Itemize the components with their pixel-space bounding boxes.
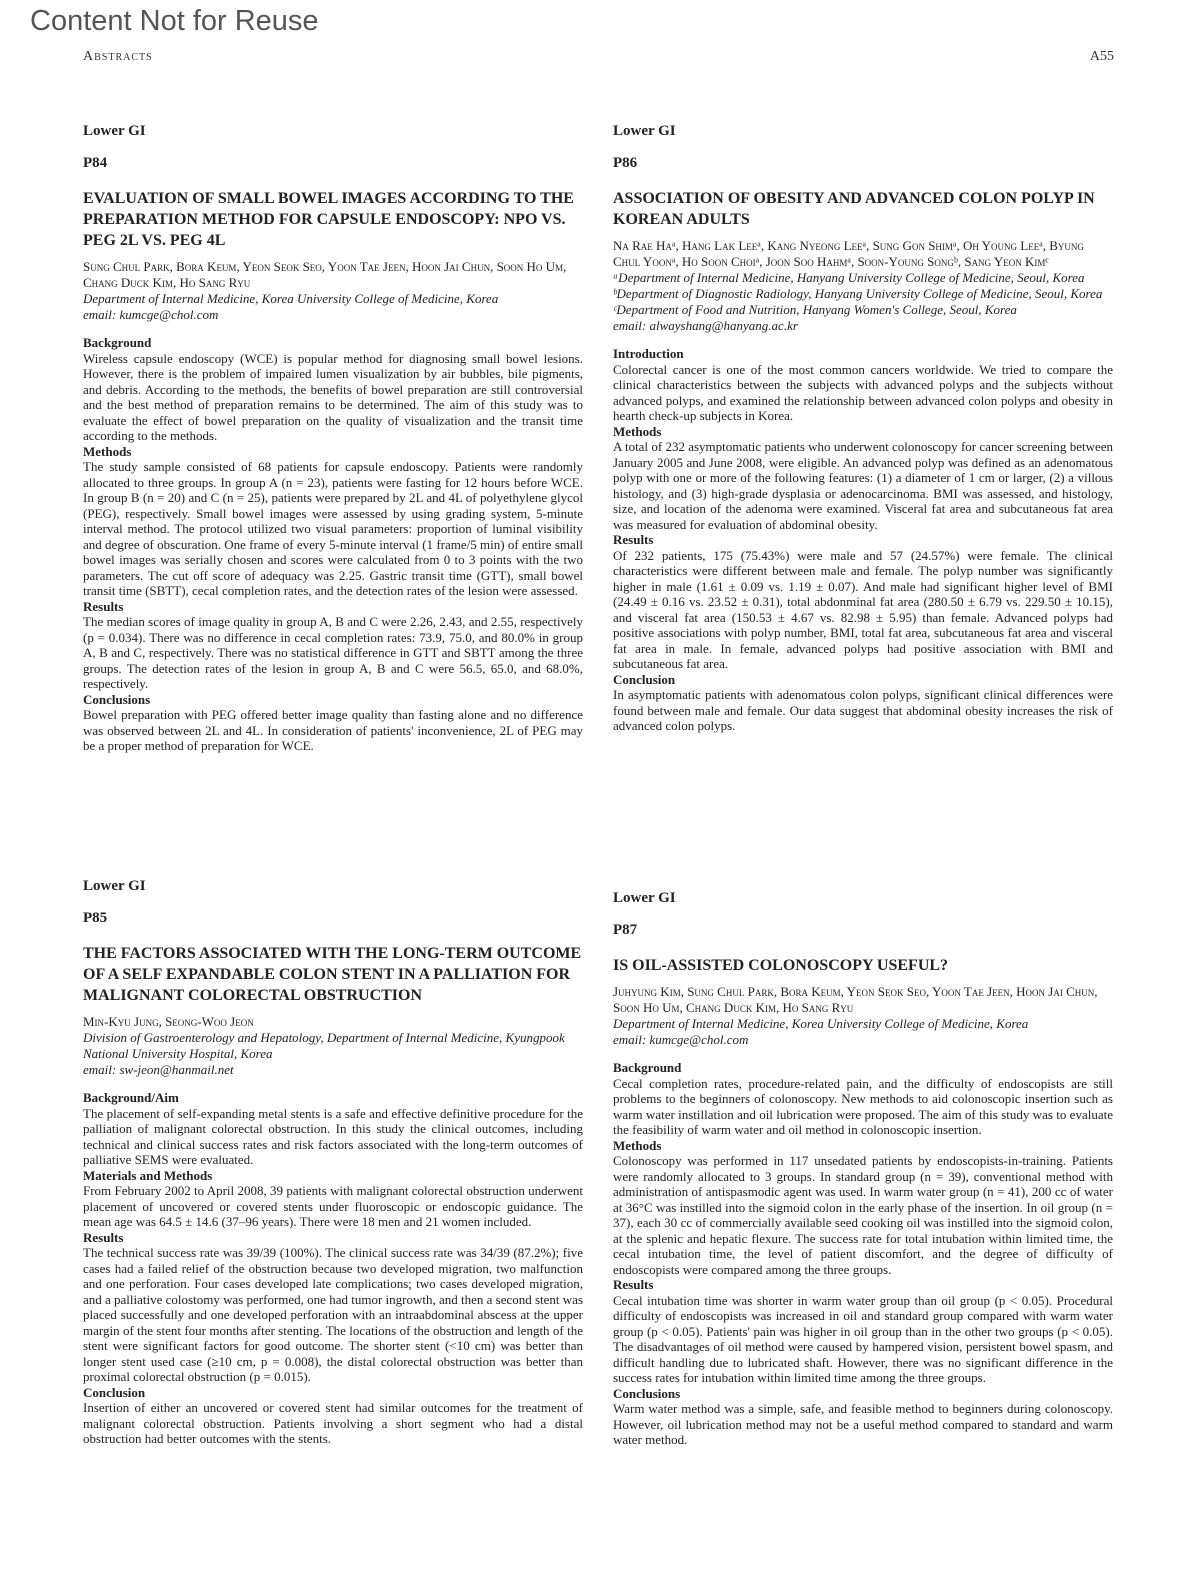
section-text: Colorectal cancer is one of the most common cancers worldwide. We tried to compare the clinical characteristics between the subjects with advanced polyps and the subjects without advanced polyps, and examined the relationship between advanced colon polyps and obesity in hearth check-up subjects in Korea. <box>613 361 1113 423</box>
section-text: A total of 232 asymptomatic patients who underwent colonoscopy for cancer screening between January 2005 and June 2008, were eligible. An advanced polyp was defined as an adenomatous polyp with one or more of the following features: (1) a diameter of 1 cm or larger, (2) a villous histology, and (3) high-grade dysplasia or adenocarcinoma. BMI was assessed, and histology, size, and location of the adenoma were examined. Visceral fat area and subcutaneous fat area was measured for evaluation of abdominal obesity. <box>613 439 1113 532</box>
abstract-title: EVALUATION OF SMALL BOWEL IMAGES ACCORDING TO THE PREPARATION METHOD FOR CAPSULE ENDOSCOPY: NPO VS. PEG 2L VS. PEG 4L <box>83 190 574 249</box>
abstract-p86 <box>613 122 1113 877</box>
section-text: Insertion of either an uncovered or covered stent had similar outcomes for the treatment of malignant colorectal obstruction. Patients involving a short segment who had a distal obstruction had better outcomes with the stents. <box>83 1400 583 1446</box>
section-heading: Methods <box>613 423 662 439</box>
section-text: Colonoscopy was performed in 117 unsedated patients by endoscopists-in-training. Patients were randomly allocated to 3 groups. In standard group (n = 39), conventional method with administration of antispasmodic agent was used. In warm water group (n = 41), 200 cc of water at 36°C was instilled into the sigmoid colon in the early phase of the insertion. In oil group (n = 37), each 30 cc of commercially available seed cooking oil was instilled into the sigmoid colon, at the splenic and hepatic flexure. The success rate for total intubation within limited time, the cecal intubation time, the level of patient discomfort, and the degree of difficulty of endoscopists were compared among the three groups. <box>613 1153 1113 1277</box>
abstract-title: THE FACTORS ASSOCIATED WITH THE LONG-TERM OUTCOME OF A SELF EXPANDABLE COLON STENT IN A PALLIATION FOR MALIGNANT COLORECTAL OBSTRUCTION <box>83 945 582 1004</box>
section-heading: Results <box>613 532 654 547</box>
abstract-category: Lower GI <box>83 123 146 139</box>
abstract-authors: Sung Chul Park, Bora Keum, Yeon Seok Seo, Yoon Tae Jeen, Hoon Jai Chun, Soon Ho Um, Chang Duck Kim, Ho Sang Ryu <box>83 259 567 290</box>
watermark: Content Not for Reuse <box>30 5 319 37</box>
section-heading: Methods <box>83 443 132 459</box>
abstract-category: Lower GI <box>613 890 676 906</box>
abstract-id: P86 <box>613 155 638 171</box>
abstract-id: P84 <box>83 155 108 171</box>
section-text: Cecal completion rates, procedure-related pain, and the difficulty of endoscopists are still problems to the beginners of colonoscopy. New methods to aid colonoscopic insertion such as warm water instillation and oil lubrication were proposed. The aim of this study was to evaluate the feasibility of warm water and oil method in colonoscopic insertion. <box>613 1075 1113 1137</box>
section-text: Bowel preparation with PEG offered better image quality than fasting alone and no difference was observed between 2L and 4L. In consideration of patients' inconvenience, 2L of PEG may be a proper method of preparation for WCE. <box>83 707 583 753</box>
section-heading: Background <box>83 335 152 350</box>
affiliation: ᵇDepartment of Diagnostic Radiology, Hanyang University College of Medicine, Seoul, Korea <box>613 286 1103 301</box>
abstract-p87 <box>613 889 1113 1448</box>
section-heading: Introduction <box>613 346 684 361</box>
affiliation: ᶜDepartment of Food and Nutrition, Hanyang Women's College, Seoul, Korea <box>613 302 1017 317</box>
section-text: In asymptomatic patients with adenomatous colon polyps, significant clinical differences were found between male and female. Our data suggest that abdominal obesity increases the risk of advanced colon polyps. <box>613 687 1113 733</box>
abstract-authors: Juhyung Kim, Sung Chul Park, Bora Keum, Yeon Seok Seo, Yoon Tae Jeen, Hoon Jai Chun, Soon Ho Um, Chang Duck Kim, Ho Sang Ryu <box>613 984 1098 1015</box>
abstract-authors: Na Rae Haᵃ, Hang Lak Leeᵃ, Kang Nyeong Leeᵃ, Sung Gon Shimᵃ, Oh Young Leeᵃ, Byung Chul Yoonᵃ, Ho Soon Choiᵃ, Joon Soo Hahmᵃ, Soon-Young Songᵇ, Sang Yeon Kimᶜ <box>613 238 1084 269</box>
affiliation: Division of Gastroenterology and Hepatology, Department of Internal Medicine, Kyungpook National University Hospital, Korea <box>83 1030 565 1061</box>
abstract-title: ASSOCIATION OF OBESITY AND ADVANCED COLON POLYP IN KOREAN ADULTS <box>613 190 1095 228</box>
affiliation: Department of Internal Medicine, Korea University College of Medicine, Korea <box>83 291 499 306</box>
section-text: From February 2002 to April 2008, 39 patients with malignant colorectal obstruction underwent placement of uncovered or covered stents under fluoroscopic or endoscopic guidance. The mean age was 64.5 ± 14.6 (37–96 years). There were 18 men and 21 women included. <box>83 1183 583 1229</box>
section-text: Of 232 patients, 175 (75.43%) were male and 57 (24.57%) were female. The clinical characteristics were different between male and female. The polyp number was significantly higher in male (1.61 ± 0.09 vs. 1.19 ± 0.07). And male had significant higher level of BMI (24.49 ± 0.16 vs. 23.52 ± 0.31), total abdonminal fat area (280.50 ± 6.79 vs. 229.50 ± 10.15), and visceral fat area (150.53 ± 4.67 vs. 82.98 ± 5.95) than female. Advanced polyps had positive associations with polyp number, BMI, total fat area, subcutaneous fat area and visceral fat area in male. In female, advanced polyps had positive association with BMI and subcutaneous fat area. <box>613 547 1113 671</box>
section-heading: Background/Aim <box>83 1090 179 1105</box>
abstract-category: Lower GI <box>613 123 676 139</box>
abstract-authors: Min-Kyu Jung, Seong-Woo Jeon <box>83 1014 254 1029</box>
section-text: Cecal intubation time was shorter in warm water group than oil group (p < 0.05). Procedural difficulty of endoscopists was increased in oil and standard group compared with warm water group (p < 0.05). Patients' pain was higher in oil group than in the other two groups (p < 0.05). The disadvantages of oil method were caused by hampered vision, persistent bowel spasm, and difficult handling due to lubricated shaft. However, there was no significant difference in the success rates for intubation within limited time among the three groups. <box>613 1292 1113 1385</box>
left-column <box>83 122 583 1447</box>
section-heading: Conclusions <box>613 1385 681 1401</box>
affiliation: ᵃDepartment of Internal Medicine, Hanyang University College of Medicine, Seoul, Korea <box>613 270 1085 285</box>
affiliation: Department of Internal Medicine, Korea University College of Medicine, Korea <box>613 1016 1029 1031</box>
author-email: email: sw-jeon@hanmail.net <box>83 1062 234 1077</box>
section-heading: Conclusion <box>83 1384 146 1400</box>
page-number: A55 <box>1089 49 1114 64</box>
section-text: The technical success rate was 39/39 (100%). The clinical success rate was 34/39 (87.2%); five cases had a failed relief of the obstruction because two developed migration, two malfunction and one perforation. Four cases developed late complications; two cases developed migration, and a palliative colostomy was performed, one had tumor ingrowth, and then a second stent was placed successfully and one developed perforation with an intraabdominal abscess at the upper margin of the stent four months after stenting. The locations of the obstruction and length of the stent were significant factors for good outcome. The shorter stent (<10 cm) was better than longer stent used case (≥10 cm, p = 0.008), the distal colorectal obstruction was better than proximal colorectal obstruction (p = 0.015). <box>83 1245 584 1384</box>
section-text: Wireless capsule endoscopy (WCE) is popular method for diagnosing small bowel lesions. However, there is the problem of impaired lumen visualization by air bubbles, bile pigments, and debris. According to the methods, the benefits of bowel preparation are still controversial and the best method of preparation remains to be determined. The aim of this study was to evaluate the effect of bowel preparation on the quality of visualization and the transit time according to the methods. <box>83 350 583 443</box>
section-text: The median scores of image quality in group A, B and C were 2.26, 2.43, and 2.55, respectively (p = 0.034). There was no difference in cecal completion rates: 73.9, 75.0, and 80.0% in group A, B and C, respectively. There was no statistical difference in GTT and SBTT among the three groups. The detection rates of the lesion in group A, B and C were 56.5, 65.0, and 68.0%, respectively. <box>83 614 583 691</box>
section-heading: Results <box>613 1277 654 1292</box>
abstract-category: Lower GI <box>83 878 146 894</box>
abstract-id: P85 <box>83 910 108 926</box>
section-text: The study sample consisted of 68 patients for capsule endoscopy. Patients were randomly allocated to three groups. In group A (n = 23), patients were fasting for 12 hours before WCE. In group B (n = 20) and C (n = 25), patients were prepared by 2L and 4L of polyethylene glycol (PEG), respectively. Small bowel images were assessed by using grading system, 5-minute interval method. The protocol utilized two visual parameters: proportion of luminal visibility and degree of obscuration. One frame of every 5-minute interval (1 frame/5 min) of entire small bowel images was serially chosen and scores were calculated from 0 to 3 points with the two parameters. The cut off score of adequacy was 2.25. Gastric transit time (GTT), small bowel transit time (SBTT), cecal completion rates, and the detection rates of the lesion were assessed. <box>83 459 583 598</box>
right-column <box>613 122 1113 1448</box>
abstract-p85 <box>83 877 583 1447</box>
section-text: The placement of self-expanding metal stents is a safe and effective definitive procedure for the palliation of malignant colorectal obstruction. In this study the clinical outcomes, including technical and clinical success rates and risk factors associated with the long-term outcomes of palliative SEMS were evaluated. <box>83 1105 583 1167</box>
section-heading: Conclusion <box>613 671 676 687</box>
section-heading: Results <box>83 1229 124 1245</box>
section-text: Warm water method was a simple, safe, and feasible method to beginners during colonoscopy. However, oil lubrication method may not be a useful method compared to standard and warm water method. <box>613 1401 1113 1447</box>
section-heading: Methods <box>613 1137 662 1153</box>
author-email: email: kumcge@chol.com <box>613 1032 749 1047</box>
abstract-id: P87 <box>613 922 638 938</box>
abstract-title: IS OIL-ASSISTED COLONOSCOPY USEFUL? <box>613 957 949 974</box>
abstract-p84 <box>83 122 583 865</box>
running-head: Abstracts <box>83 49 153 64</box>
section-heading: Background <box>613 1060 682 1075</box>
section-heading: Results <box>83 598 124 614</box>
author-email: email: alwayshang@hanyang.ac.kr <box>613 318 798 333</box>
section-heading: Conclusions <box>83 691 151 707</box>
section-heading: Materials and Methods <box>83 1167 213 1183</box>
author-email: email: kumcge@chol.com <box>83 307 219 322</box>
